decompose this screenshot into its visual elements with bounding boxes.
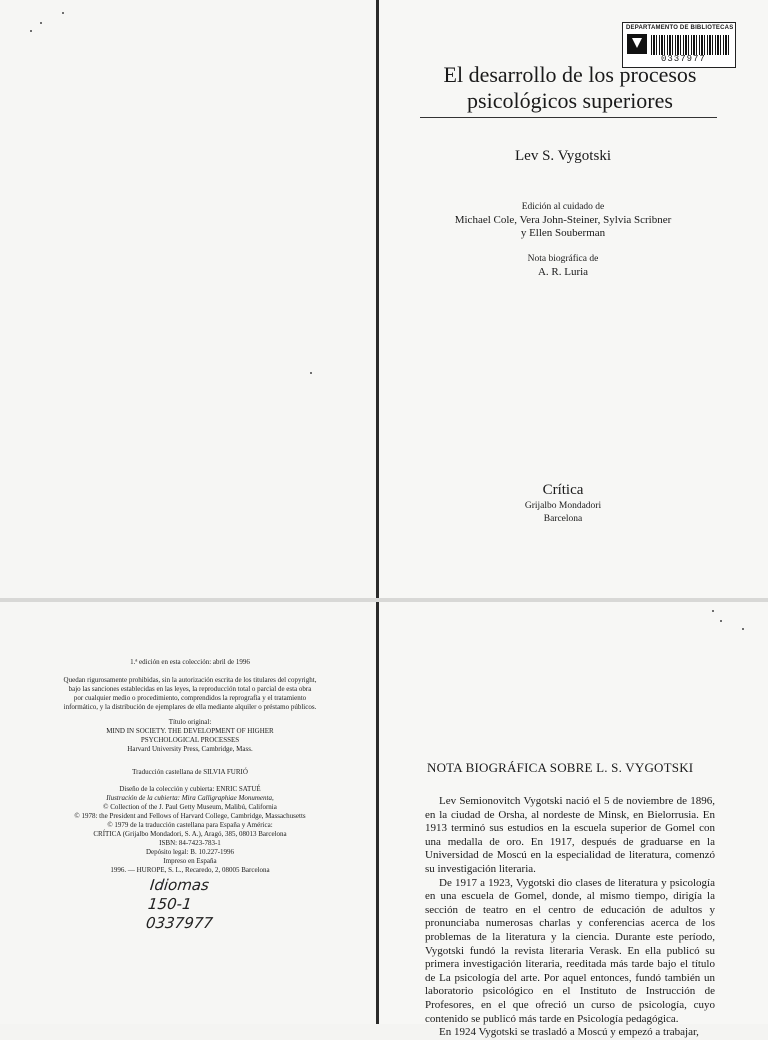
original-title-label: Título original: xyxy=(168,718,212,726)
rights-line: por cualquier medio o procedimiento, comprendidos la reprografía y el tratamiento xyxy=(73,694,307,702)
note-author: A. R. Luria xyxy=(537,266,589,278)
bio-paragraph: En 1924 Vygotski se trasladó a Moscú y empezó a trabajar, xyxy=(439,1026,699,1039)
publisher-name: Crítica xyxy=(542,482,584,498)
illustration-credit: Ilustración de la cubierta: Mira Calligraphiae Monumenta, xyxy=(106,794,274,802)
stamp-title: DEPARTAMENTO DE BIBLIOTECAS xyxy=(626,25,734,31)
bio-heading: NOTA BIOGRÁFICA SOBRE L. S. VYGOTSKI xyxy=(427,760,694,775)
scan-speck xyxy=(712,610,714,612)
rights-line: bajo las sanciones establecidas en las leyes, la reproducción total o parcial de esta obra xyxy=(68,685,312,693)
original-title: PSYCHOLOGICAL PROCESSES xyxy=(140,736,240,744)
first-edition: 1.ª edición en esta colección: abril de 1996 xyxy=(130,658,250,666)
original-publisher: Harvard University Press, Cambridge, Mass. xyxy=(127,745,253,753)
handwritten-line: 150-1 xyxy=(147,895,193,913)
note-intro: Nota biográfica de xyxy=(527,254,599,264)
copyright-line: © 1979 de la traducción castellana para España y América: xyxy=(107,821,273,829)
printer: 1996. — HUROPE, S. L., Recaredo, 2, 08005 Barcelona xyxy=(110,866,270,874)
scan-speck xyxy=(742,628,744,630)
scan-speck xyxy=(40,22,42,24)
publisher-address: CRÍTICA (Grijalbo Mondadori, S. A.), Aragó, 385, 08013 Barcelona xyxy=(93,830,287,838)
barcode-icon xyxy=(651,35,729,55)
publisher-group: Grijalbo Mondadori xyxy=(524,501,602,511)
rights-line: informático, y la distribución de ejemplares de ella mediante alquiler o préstamo públicos. xyxy=(63,703,317,711)
printed-in: Impreso en España xyxy=(163,857,217,865)
title-rule xyxy=(420,117,717,118)
scan-separator xyxy=(0,598,768,602)
design-credit: Diseño de la colección y cubierta: ENRIC SATUÉ xyxy=(119,785,261,793)
copyright-line: © 1978: the President and Fellows of Harvard College, Cambridge, Massachusetts xyxy=(74,812,306,820)
translation-credit: Traducción castellana de SILVIA FURIÓ xyxy=(132,768,248,776)
handwritten-note xyxy=(145,876,218,933)
editors-line: y Ellen Souberman xyxy=(520,227,606,239)
legal-deposit: Depósito legal: B. 10.227-1996 xyxy=(145,848,235,856)
library-logo-icon xyxy=(627,34,647,54)
credits-block xyxy=(25,785,355,875)
note-block xyxy=(378,253,748,279)
rights-notice xyxy=(25,676,355,712)
book-title xyxy=(420,62,720,114)
edition-intro: Edición al cuidado de xyxy=(521,202,605,212)
original-title: MIND IN SOCIETY. THE DEVELOPMENT OF HIGHER xyxy=(106,727,274,735)
editors-block xyxy=(378,201,748,240)
publisher-city: Barcelona xyxy=(543,514,583,524)
handwritten-line: Idiomas xyxy=(149,876,210,894)
bio-paragraph: De 1917 a 1923, Vygotski dio clases de literatura y psicología en una escuela de Gomel, donde, al mismo tiempo, dirigía la sección de teatro en el centro de educación de adultos y pronunciaba numerosas charlas y conferencias acerca de los problemas de la literatura y la ciencia. Durante este período, Vygotski fundó la revista literaria Verask. En ella publicó su primera investigación literaria, reeditada más tarde bajo el título de La psicología del arte. Por aquel entonces, fundó también un laboratorio psicológico en el Instituto de Instrucción de Profesores, en el que ofreció un curso de psicología, cuyo contenido se publicó más tarde en Psicología pedagógica. xyxy=(425,876,715,1025)
scan-speck xyxy=(62,12,64,14)
title-line: psicológicos superiores xyxy=(467,88,673,113)
isbn: ISBN: 84-7423-783-1 xyxy=(159,839,221,847)
editors-line: Michael Cole, Vera John-Steiner, Sylvia Scribner xyxy=(454,214,672,226)
bio-paragraph: Lev Semionovitch Vygotski nació el 5 de noviembre de 1896, en la ciudad de Orsha, al nordeste de Minsk, en Bielorrusia. En 1913 terminó sus estudios en la escuela superior de Gomel con una medalla de oro. En 1917, después de graduarse en la Universidad de Moscú en la especialidad de literatura, comenzó su investigación literaria. xyxy=(425,795,715,875)
scan-speck xyxy=(310,372,312,374)
handwritten-line: 0337977 xyxy=(145,914,214,932)
rights-line: Quedan rigurosamente prohibidas, sin la autorización escrita de los titulares del copyright, xyxy=(63,676,317,684)
author-name: Lev S. Vygotski xyxy=(515,148,611,164)
left-blank-page xyxy=(0,0,376,600)
bio-body xyxy=(425,795,715,1040)
scan-speck xyxy=(30,30,32,32)
stamp-number: 0337977 xyxy=(661,54,706,64)
original-title-block xyxy=(25,718,355,754)
title-line: El desarrollo de los procesos xyxy=(443,62,697,87)
collection-credit: © Collection of the J. Paul Getty Museum, Malibú, California xyxy=(103,803,277,811)
scan-speck xyxy=(720,620,722,622)
